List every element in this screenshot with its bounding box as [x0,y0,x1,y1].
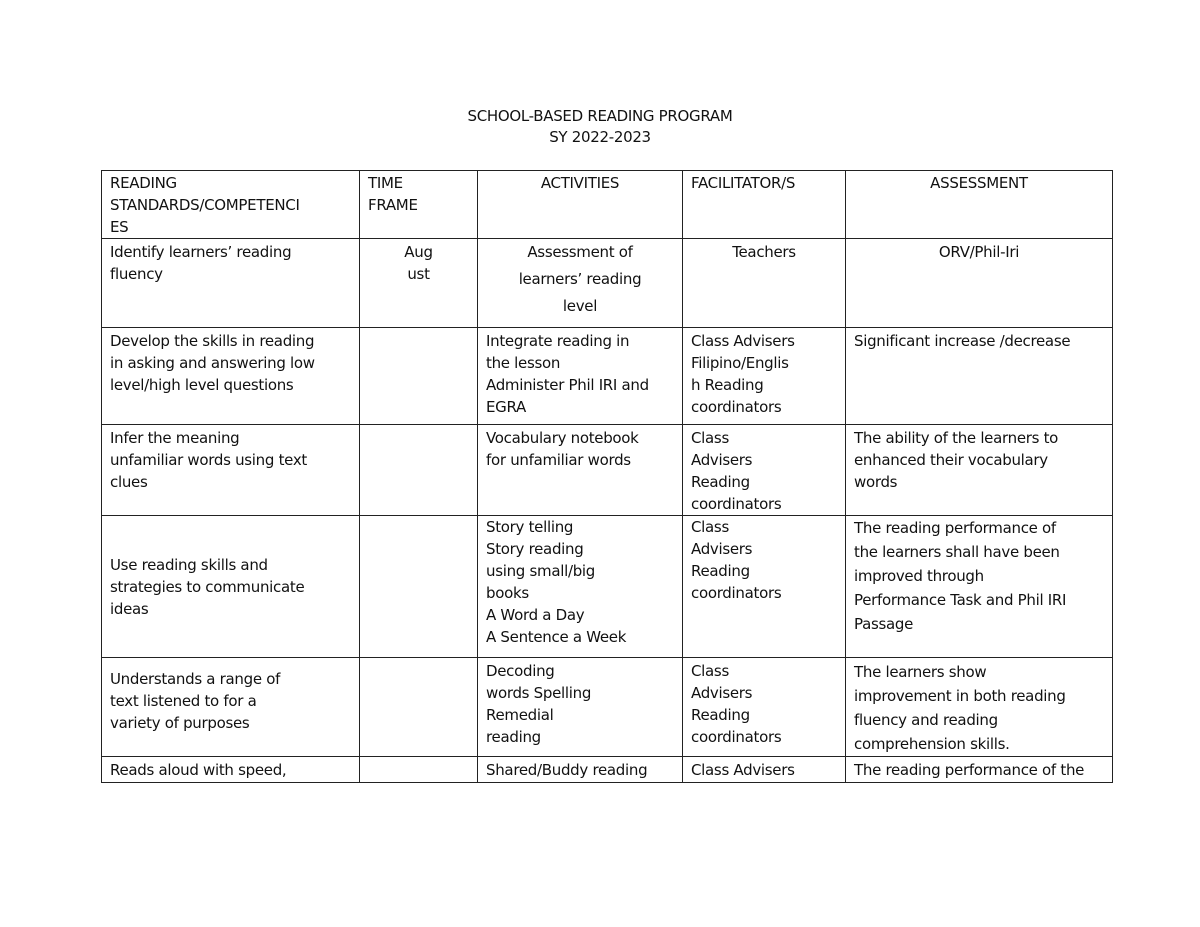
cell-activities: Vocabulary notebook for unfamiliar words [478,425,683,516]
reading-program-table [101,170,1113,783]
cell-assessment: The learners show improvement in both reading fluency and reading comprehension skills. [846,658,1113,757]
cell-assessment: Significant increase /decrease [846,328,1113,425]
header-facilitators: FACILITATOR/S [683,171,846,239]
cell-standard: Understands a range of text listened to for a variety of purposes [102,658,360,757]
cell-facilitators: Teachers [683,239,846,328]
table-row [102,658,1113,757]
cell-time-frame [360,516,478,658]
header-time-frame: TIME FRAME [360,171,478,239]
header-assessment: ASSESSMENT [846,171,1113,239]
table-row [102,239,1113,328]
cell-facilitators: Class Advisers Reading coordinators [683,658,846,757]
header-activities: ACTIVITIES [478,171,683,239]
cell-time-frame: Aug ust [360,239,478,328]
table-row [102,757,1113,783]
cell-time-frame [360,757,478,783]
cell-assessment: The reading performance of the learners shall have been improved through Performance Task and Phil IRI Passage [846,516,1113,658]
cell-assessment: The reading performance of the [846,757,1113,783]
cell-standard: Infer the meaning unfamiliar words using text clues [102,425,360,516]
cell-activities: Assessment of learners’ reading level [478,239,683,328]
cell-assessment: The ability of the learners to enhanced their vocabulary words [846,425,1113,516]
document-title: SCHOOL-BASED READING PROGRAM [467,107,733,125]
document-title-block [0,106,1200,148]
cell-time-frame [360,328,478,425]
table-row [102,425,1113,516]
header-standards: READING STANDARDS/COMPETENCI ES [102,171,360,239]
document-subtitle: SY 2022-2023 [549,128,651,146]
cell-assessment: ORV/Phil-Iri [846,239,1113,328]
cell-activities: Shared/Buddy reading [478,757,683,783]
table-row [102,516,1113,658]
cell-facilitators: Class Advisers Reading coordinators [683,425,846,516]
cell-activities: Integrate reading in the lesson Administer Phil IRI and EGRA [478,328,683,425]
cell-facilitators: Class Advisers Filipino/Englis h Reading coordinators [683,328,846,425]
table-row [102,328,1113,425]
cell-standard: Identify learners’ reading fluency [102,239,360,328]
cell-standard: Develop the skills in reading in asking and answering low level/high level questions [102,328,360,425]
cell-facilitators: Class Advisers [683,757,846,783]
cell-activities: Decoding words Spelling Remedial reading [478,658,683,757]
cell-time-frame [360,425,478,516]
cell-activities: Story telling Story reading using small/big books A Word a Day A Sentence a Week [478,516,683,658]
cell-facilitators: Class Advisers Reading coordinators [683,516,846,658]
cell-time-frame [360,658,478,757]
cell-standard: Use reading skills and strategies to communicate ideas [102,516,360,658]
table-header-row [102,171,1113,239]
cell-standard: Reads aloud with speed, [102,757,360,783]
